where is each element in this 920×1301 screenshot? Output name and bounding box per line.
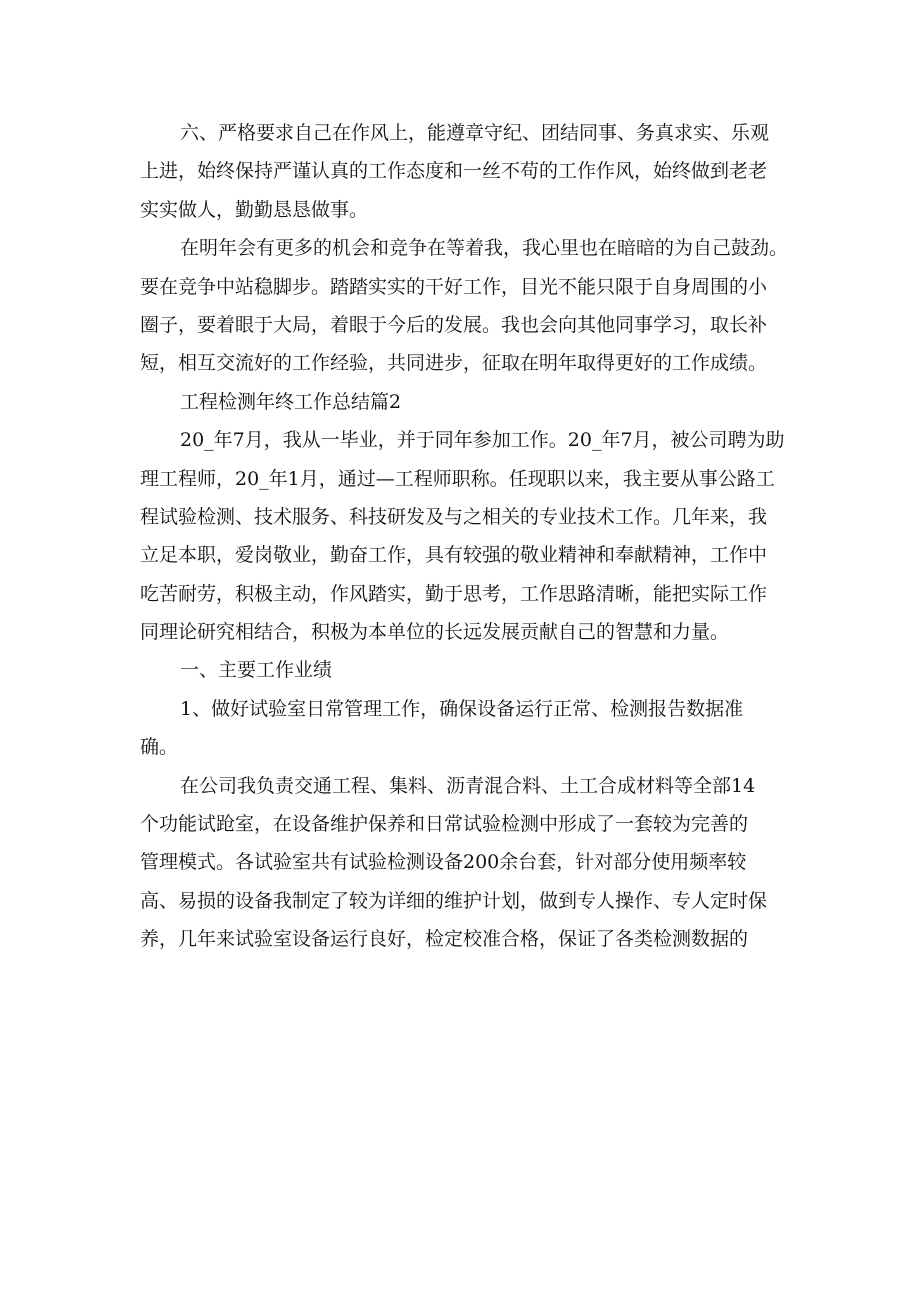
section-title bbox=[140, 383, 800, 421]
text-line: 20_年7月，我从一毕业，并于同年参加工作。20_年7月，被公司聘为助 bbox=[180, 429, 785, 452]
text-line: 高、易损的设备我制定了较为详细的维护计划，做到专人操作、专人定时保 bbox=[140, 889, 768, 912]
text-line: 实实做人，勤勤恳恳做事。 bbox=[140, 198, 369, 221]
paragraph-discipline bbox=[140, 114, 800, 229]
text-line: 确。 bbox=[140, 736, 179, 759]
text-line: 1、做好试验室日常管理工作，确保设备运行正常、检测报告数据准 bbox=[180, 697, 744, 720]
text-line: 养，几年来试验室设备运行良好，检定校准合格，保证了各类检测数据的 bbox=[140, 928, 749, 951]
text-line: 要在竞争中站稳脚步。踏踏实实的干好工作，目光不能只限于自身周围的小 bbox=[140, 275, 768, 298]
text-line: 上进，始终保持严谨认真的工作态度和一丝不苟的工作作风，始终做到老老 bbox=[140, 160, 768, 183]
text-line: 一、主要工作业绩 bbox=[180, 659, 333, 682]
text-line: 在明年会有更多的机会和竞争在等着我，我心里也在暗暗的为自己鼓劲。 bbox=[180, 237, 789, 260]
text-line: 同理论研究相结合，积极为本单位的长远发展贡献自己的智慧和力量。 bbox=[140, 621, 730, 644]
text-line: 立足本职，爱岗敬业，勤奋工作，具有较强的敬业精神和奉献精神，工作中 bbox=[140, 544, 768, 567]
paragraph-lab-management bbox=[140, 690, 800, 767]
text-line: 个功能试跄室，在设备维护保养和日常试验检测中形成了一套较为完善的 bbox=[140, 813, 749, 836]
text-line: 管理模式。各试验室共有试验检测设备200余台套，针对部分使用频率较 bbox=[140, 851, 747, 874]
text-line: 圈子，要着眼于大局，着眼于今后的发展。我也会向其他同事学习，取长补 bbox=[140, 313, 768, 336]
text-line: 理工程师，20_年1月，通过—工程师职称。任现职以来，我主要从事公路工 bbox=[140, 467, 775, 490]
text-line: 六、严格要求自己在作风上，能遵章守纪、团结同事、务真求实、乐观 bbox=[180, 122, 770, 144]
subheading-main-achievements bbox=[140, 651, 800, 689]
paragraph-equipment bbox=[140, 767, 800, 959]
text-line: 短，相互交流好的工作经验，共同进步，征取在明年取得更好的工作成绩。 bbox=[140, 352, 768, 375]
text-line: 吃苦耐劳，积极主动，作风踏实，勤于思考，工作思路清晰，能把实际工作 bbox=[140, 582, 768, 605]
text-line: 程试验检测、技术服务、科技研发及与之相关的专业技术工作。几年来，我 bbox=[140, 505, 768, 528]
paragraph-next-year bbox=[140, 229, 800, 383]
document-body bbox=[140, 114, 800, 959]
text-line: 在公司我负责交通工程、集料、沥青混合料、土工合成材料等全部14 bbox=[180, 774, 756, 797]
text-line: 工程检测年终工作总结篇2 bbox=[180, 390, 402, 413]
paragraph-career bbox=[140, 421, 800, 651]
